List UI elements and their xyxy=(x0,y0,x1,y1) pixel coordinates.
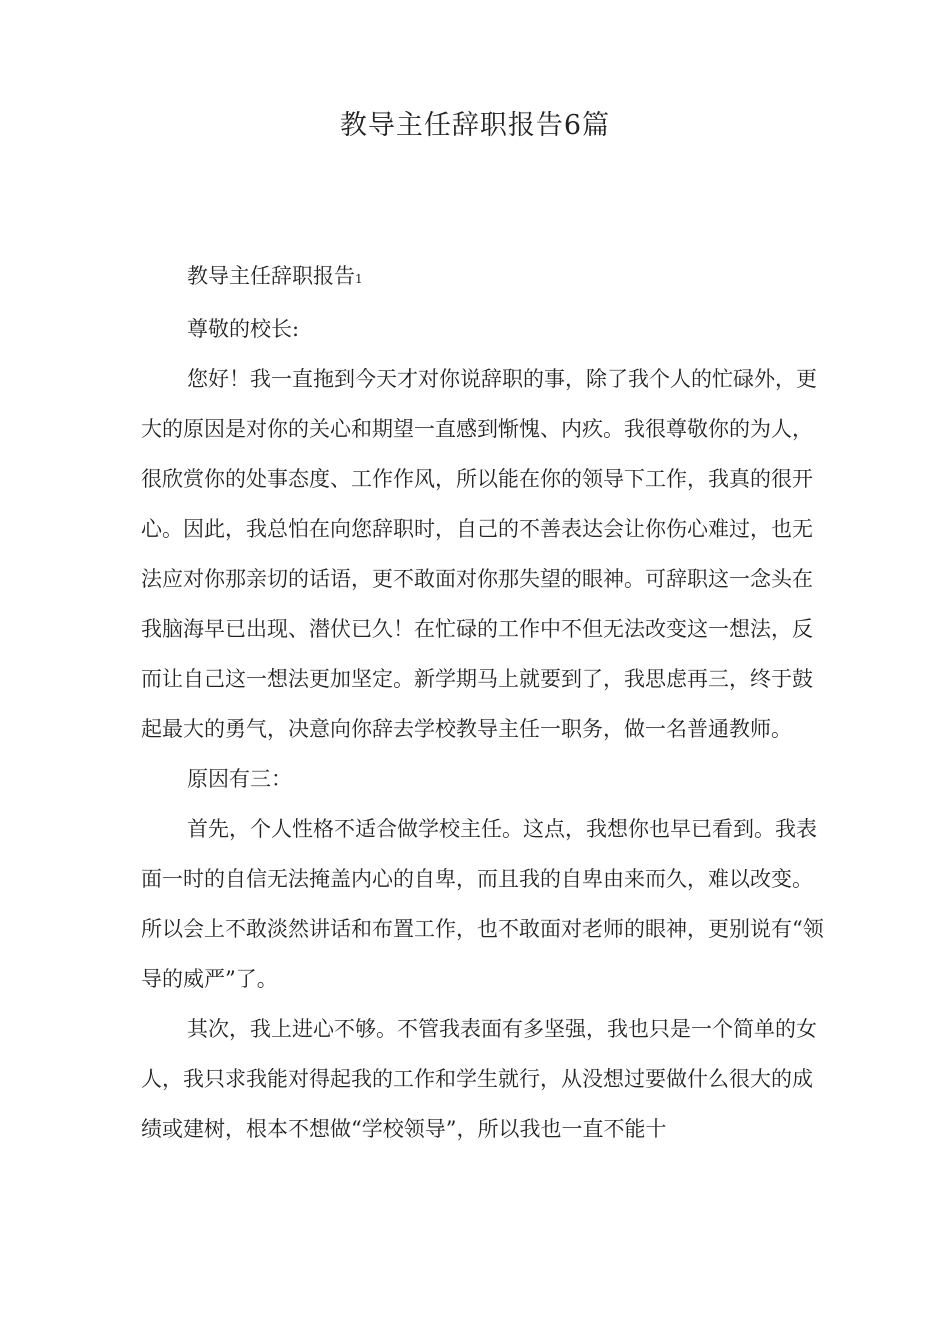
paragraph-2: 原因有三： xyxy=(187,767,292,791)
section-heading-text: 教导主任辞职报告 xyxy=(187,264,355,288)
salutation: 尊敬的校长: xyxy=(187,317,300,341)
document-title: 教导主任辞职报告6篇 xyxy=(339,110,611,141)
section-number: 1 xyxy=(355,272,363,286)
section-heading xyxy=(141,251,831,304)
document-body xyxy=(141,251,831,1154)
paragraph-1: 您好！我一直拖到今天才对你说辞职的事，除了我个人的忙碌外，更大的原因是对你的关心和期望一直感到惭愧、内疚。我很尊敬你的为人，很欣赏你的处事态度、工作作风，所以能在你的领导下工作，我真的很开心。因此，我总怕在向您辞职时，自己的不善表达会让你伤心难过，也无法应对你那亲切的话语，更不敢面对你那失望的眼神。可辞职这一念头在我脑海早已出现、潜伏已久！在忙碌的工作中不但无法改变这一想法，反而让自己这一想法更加坚定。新学期马上就要到了，我思虑再三，终于鼓起最大的勇气，决意向你辞去学校教导主任一职务，做一名普通教师。 xyxy=(141,367,817,741)
paragraph-3: 首先，个人性格不适合做学校主任。这点，我想你也早已看到。我表面一时的自信无法掩盖内心的自卑，而且我的自卑由来而久，难以改变。所以会上不敢淡然讲话和布置工作，也不敢面对老师的眼神，更别说有“领导的威严”了。 xyxy=(141,817,824,991)
paragraph-4: 其次，我上进心不够。不管我表面有多坚强，我也只是一个简单的女人，我只求我能对得起我的工作和学生就行，从没想过要做什么很大的成绩或建树，根本不想做“学校领导”，所以我也一直不能十 xyxy=(141,1017,817,1141)
